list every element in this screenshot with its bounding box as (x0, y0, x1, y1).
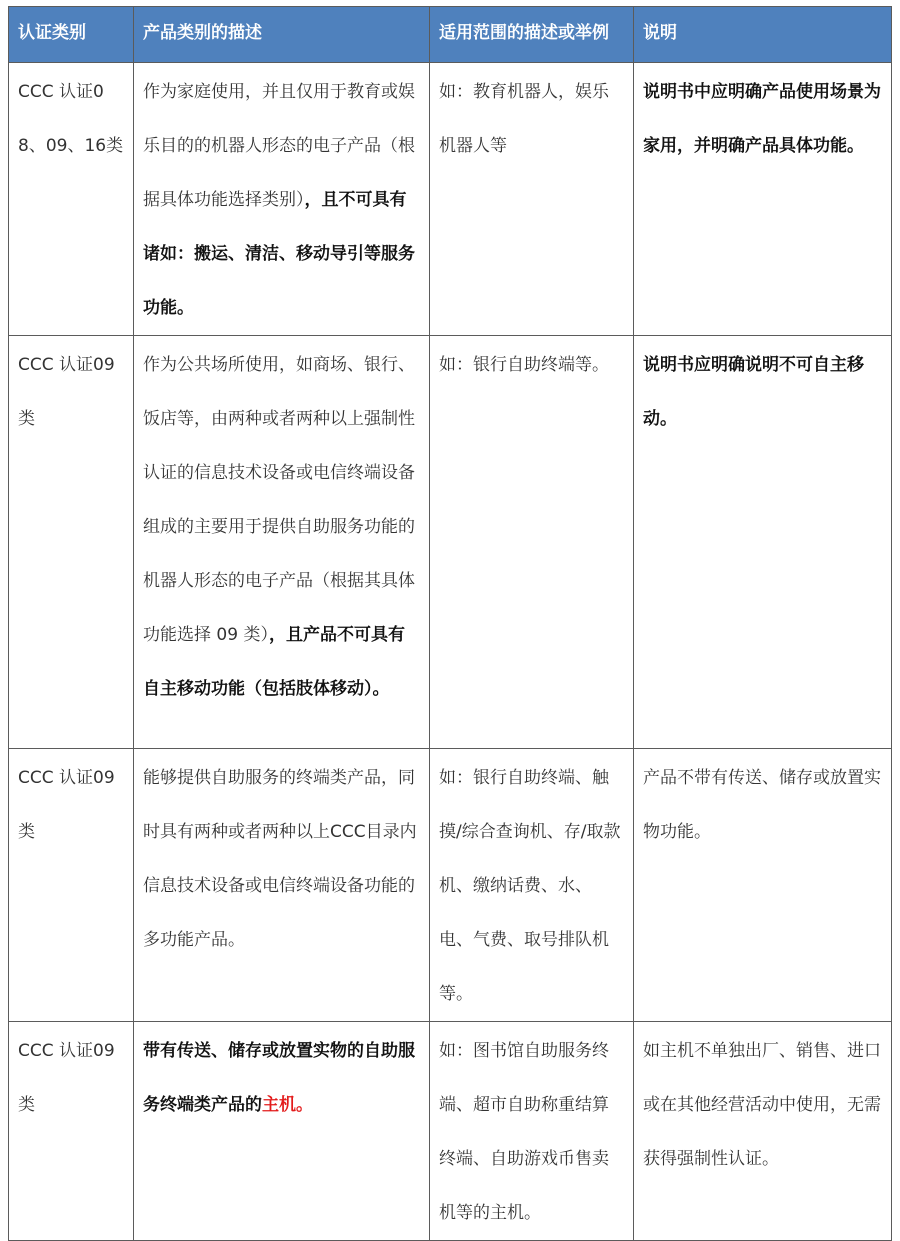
header-category: 认证类别 (9, 7, 134, 63)
header-scope: 适用范围的描述或举例 (430, 7, 634, 63)
scope-cell: 如：图书馆自助服务终端、超市自助称重结算终端、自助游戏币售卖机等的主机。 (430, 1022, 634, 1241)
category-cell: CCC 认证09 类 (9, 749, 134, 1022)
note-cell: 说明书中应明确产品使用场景为家用，并明确产品具体功能。 (634, 63, 892, 336)
description-cell: 作为家庭使用，并且仅用于教育或娱乐目的的机器人形态的电子产品（根据具体功能选择类别），且不可具有诸如：搬运、清洁、移动导引等服务功能。 (134, 63, 430, 336)
table-row (9, 63, 892, 336)
description-cell: 作为公共场所使用，如商场、银行、饭店等，由两种或者两种以上强制性认证的信息技术设备或电信终端设备组成的主要用于提供自助服务功能的机器人形态的电子产品（根据其具体功能选择 09 类），且产品不可具有自主移动功能（包括肢体移动）。 (134, 336, 430, 749)
category-cell: CCC 认证09 类 (9, 1022, 134, 1241)
note-cell: 如主机不单独出厂、销售、进口或在其他经营活动中使用，无需获得强制性认证。 (634, 1022, 892, 1241)
description-cell: 能够提供自助服务的终端类产品，同时具有两种或者两种以上CCC目录内信息技术设备或电信终端设备功能的多功能产品。 (134, 749, 430, 1022)
table-row (9, 1022, 892, 1241)
scope-cell: 如：银行自助终端等。 (430, 336, 634, 749)
note-cell: 说明书应明确说明不可自主移动。 (634, 336, 892, 749)
category-cell: CCC 认证09 类 (9, 336, 134, 749)
scope-cell: 如：教育机器人，娱乐机器人等 (430, 63, 634, 336)
header-description: 产品类别的描述 (134, 7, 430, 63)
certification-table (8, 6, 892, 1241)
description-cell: 带有传送、储存或放置实物的自助服务终端类产品的主机。 (134, 1022, 430, 1241)
table-row (9, 336, 892, 749)
note-cell: 产品不带有传送、储存或放置实物功能。 (634, 749, 892, 1022)
category-cell: CCC 认证08、09、16类 (9, 63, 134, 336)
table-row (9, 749, 892, 1022)
scope-cell: 如：银行自助终端、触摸/综合查询机、存/取款机、缴纳话费、水、电、气费、取号排队机等。 (430, 749, 634, 1022)
header-note: 说明 (634, 7, 892, 63)
header-row (9, 7, 892, 63)
